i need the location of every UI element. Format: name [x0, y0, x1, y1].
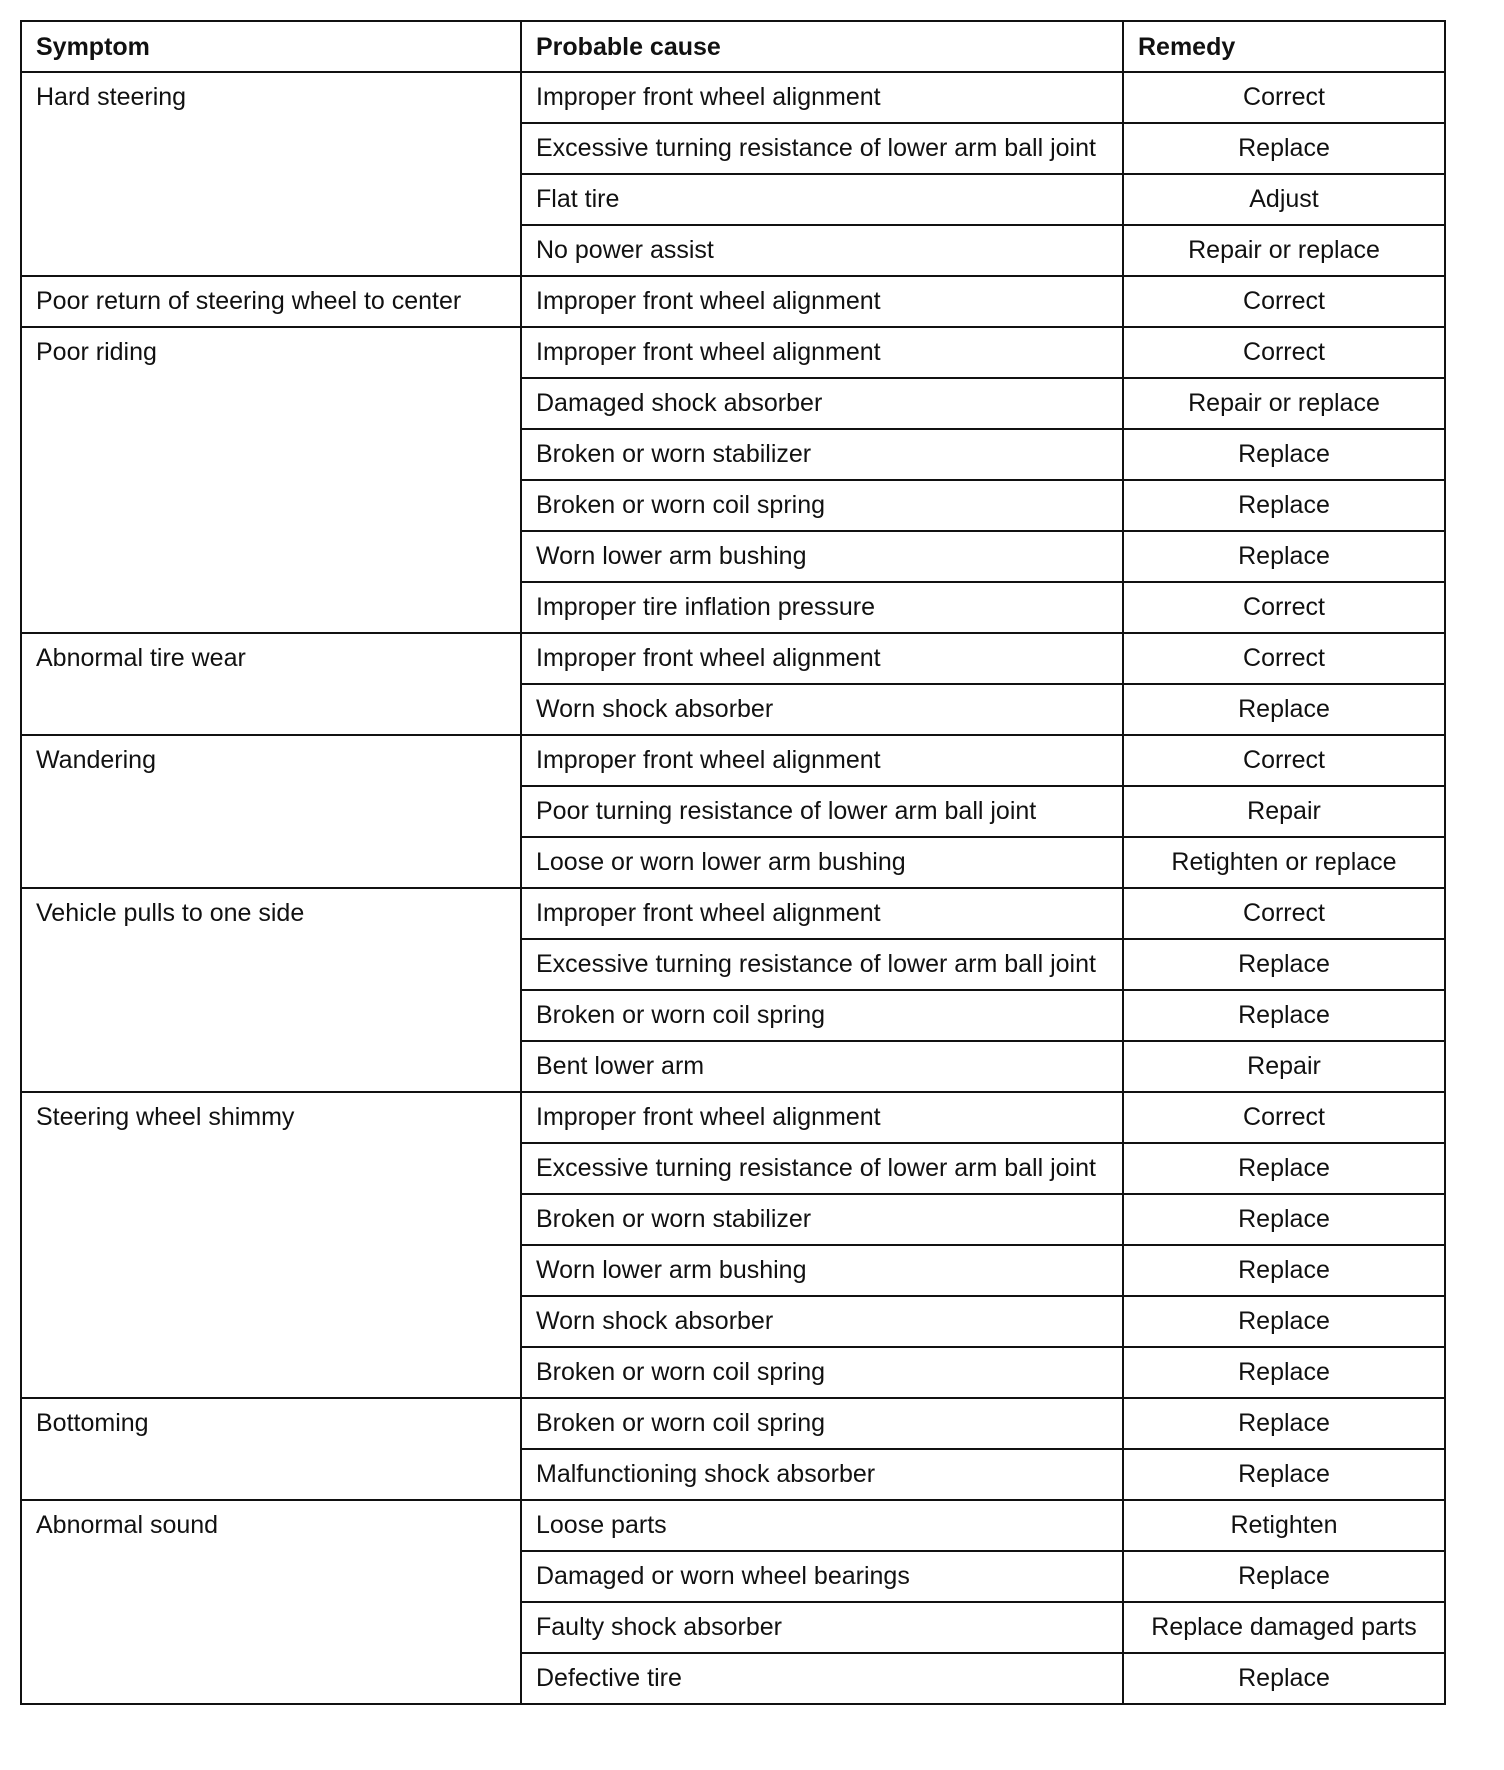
remedy-cell: Replace: [1123, 939, 1445, 990]
probable-cause-cell: Broken or worn coil spring: [521, 1347, 1123, 1398]
remedy-cell: Replace: [1123, 1194, 1445, 1245]
probable-cause-cell: Flat tire: [521, 174, 1123, 225]
remedy-cell: Replace damaged parts: [1123, 1602, 1445, 1653]
remedy-cell: Adjust: [1123, 174, 1445, 225]
probable-cause-cell: Improper front wheel alignment: [521, 633, 1123, 684]
remedy-cell: Replace: [1123, 1551, 1445, 1602]
remedy-cell: Correct: [1123, 276, 1445, 327]
remedy-cell: Replace: [1123, 1653, 1445, 1704]
table-row: [21, 735, 1445, 786]
remedy-cell: Replace: [1123, 1398, 1445, 1449]
symptom-cell: Abnormal sound: [21, 1500, 521, 1704]
remedy-cell: Retighten or replace: [1123, 837, 1445, 888]
probable-cause-cell: Poor turning resistance of lower arm ball joint: [521, 786, 1123, 837]
probable-cause-cell: Loose parts: [521, 1500, 1123, 1551]
probable-cause-cell: Improper tire inflation pressure: [521, 582, 1123, 633]
symptom-cell: Hard steering: [21, 72, 521, 276]
remedy-cell: Replace: [1123, 1347, 1445, 1398]
probable-cause-cell: Improper front wheel alignment: [521, 735, 1123, 786]
remedy-cell: Correct: [1123, 582, 1445, 633]
probable-cause-cell: Faulty shock absorber: [521, 1602, 1123, 1653]
probable-cause-cell: Damaged shock absorber: [521, 378, 1123, 429]
remedy-cell: Replace: [1123, 1449, 1445, 1500]
table-row: [21, 327, 1445, 378]
remedy-cell: Replace: [1123, 429, 1445, 480]
symptom-cell: Vehicle pulls to one side: [21, 888, 521, 1092]
remedy-cell: Repair or replace: [1123, 378, 1445, 429]
probable-cause-cell: Excessive turning resistance of lower arm ball joint: [521, 939, 1123, 990]
probable-cause-cell: Improper front wheel alignment: [521, 327, 1123, 378]
probable-cause-cell: Broken or worn stabilizer: [521, 1194, 1123, 1245]
probable-cause-cell: Damaged or worn wheel bearings: [521, 1551, 1123, 1602]
table-body: [21, 72, 1445, 1704]
header-probable-cause: Probable cause: [521, 21, 1123, 72]
probable-cause-cell: Worn lower arm bushing: [521, 531, 1123, 582]
probable-cause-cell: Malfunctioning shock absorber: [521, 1449, 1123, 1500]
table-row: [21, 633, 1445, 684]
header-symptom: Symptom: [21, 21, 521, 72]
probable-cause-cell: Loose or worn lower arm bushing: [521, 837, 1123, 888]
remedy-cell: Repair or replace: [1123, 225, 1445, 276]
remedy-cell: Correct: [1123, 72, 1445, 123]
probable-cause-cell: Worn shock absorber: [521, 684, 1123, 735]
probable-cause-cell: Broken or worn coil spring: [521, 480, 1123, 531]
probable-cause-cell: Excessive turning resistance of lower arm ball joint: [521, 1143, 1123, 1194]
table-row: [21, 888, 1445, 939]
symptom-cell: Wandering: [21, 735, 521, 888]
probable-cause-cell: Improper front wheel alignment: [521, 276, 1123, 327]
remedy-cell: Retighten: [1123, 1500, 1445, 1551]
probable-cause-cell: Excessive turning resistance of lower arm ball joint: [521, 123, 1123, 174]
remedy-cell: Repair: [1123, 1041, 1445, 1092]
symptom-cell: Bottoming: [21, 1398, 521, 1500]
probable-cause-cell: Broken or worn coil spring: [521, 990, 1123, 1041]
probable-cause-cell: No power assist: [521, 225, 1123, 276]
remedy-cell: Replace: [1123, 684, 1445, 735]
remedy-cell: Replace: [1123, 123, 1445, 174]
table-row: [21, 1398, 1445, 1449]
probable-cause-cell: Worn lower arm bushing: [521, 1245, 1123, 1296]
header-remedy: Remedy: [1123, 21, 1445, 72]
table-row: [21, 276, 1445, 327]
probable-cause-cell: Defective tire: [521, 1653, 1123, 1704]
table-row: [21, 1500, 1445, 1551]
symptom-cell: Steering wheel shimmy: [21, 1092, 521, 1398]
remedy-cell: Correct: [1123, 735, 1445, 786]
probable-cause-cell: Improper front wheel alignment: [521, 888, 1123, 939]
probable-cause-cell: Worn shock absorber: [521, 1296, 1123, 1347]
probable-cause-cell: Broken or worn coil spring: [521, 1398, 1123, 1449]
probable-cause-cell: Improper front wheel alignment: [521, 72, 1123, 123]
remedy-cell: Correct: [1123, 327, 1445, 378]
remedy-cell: Replace: [1123, 531, 1445, 582]
remedy-cell: Replace: [1123, 1143, 1445, 1194]
remedy-cell: Replace: [1123, 1296, 1445, 1347]
remedy-cell: Repair: [1123, 786, 1445, 837]
probable-cause-cell: Broken or worn stabilizer: [521, 429, 1123, 480]
table-row: [21, 72, 1445, 123]
remedy-cell: Replace: [1123, 480, 1445, 531]
probable-cause-cell: Improper front wheel alignment: [521, 1092, 1123, 1143]
table-row: [21, 1092, 1445, 1143]
remedy-cell: Correct: [1123, 1092, 1445, 1143]
remedy-cell: Replace: [1123, 1245, 1445, 1296]
probable-cause-cell: Bent lower arm: [521, 1041, 1123, 1092]
header-row: [21, 21, 1445, 72]
remedy-cell: Correct: [1123, 888, 1445, 939]
troubleshooting-table: [20, 20, 1446, 1705]
table-header: [21, 21, 1445, 72]
symptom-cell: Poor return of steering wheel to center: [21, 276, 521, 327]
symptom-cell: Poor riding: [21, 327, 521, 633]
remedy-cell: Correct: [1123, 633, 1445, 684]
remedy-cell: Replace: [1123, 990, 1445, 1041]
symptom-cell: Abnormal tire wear: [21, 633, 521, 735]
